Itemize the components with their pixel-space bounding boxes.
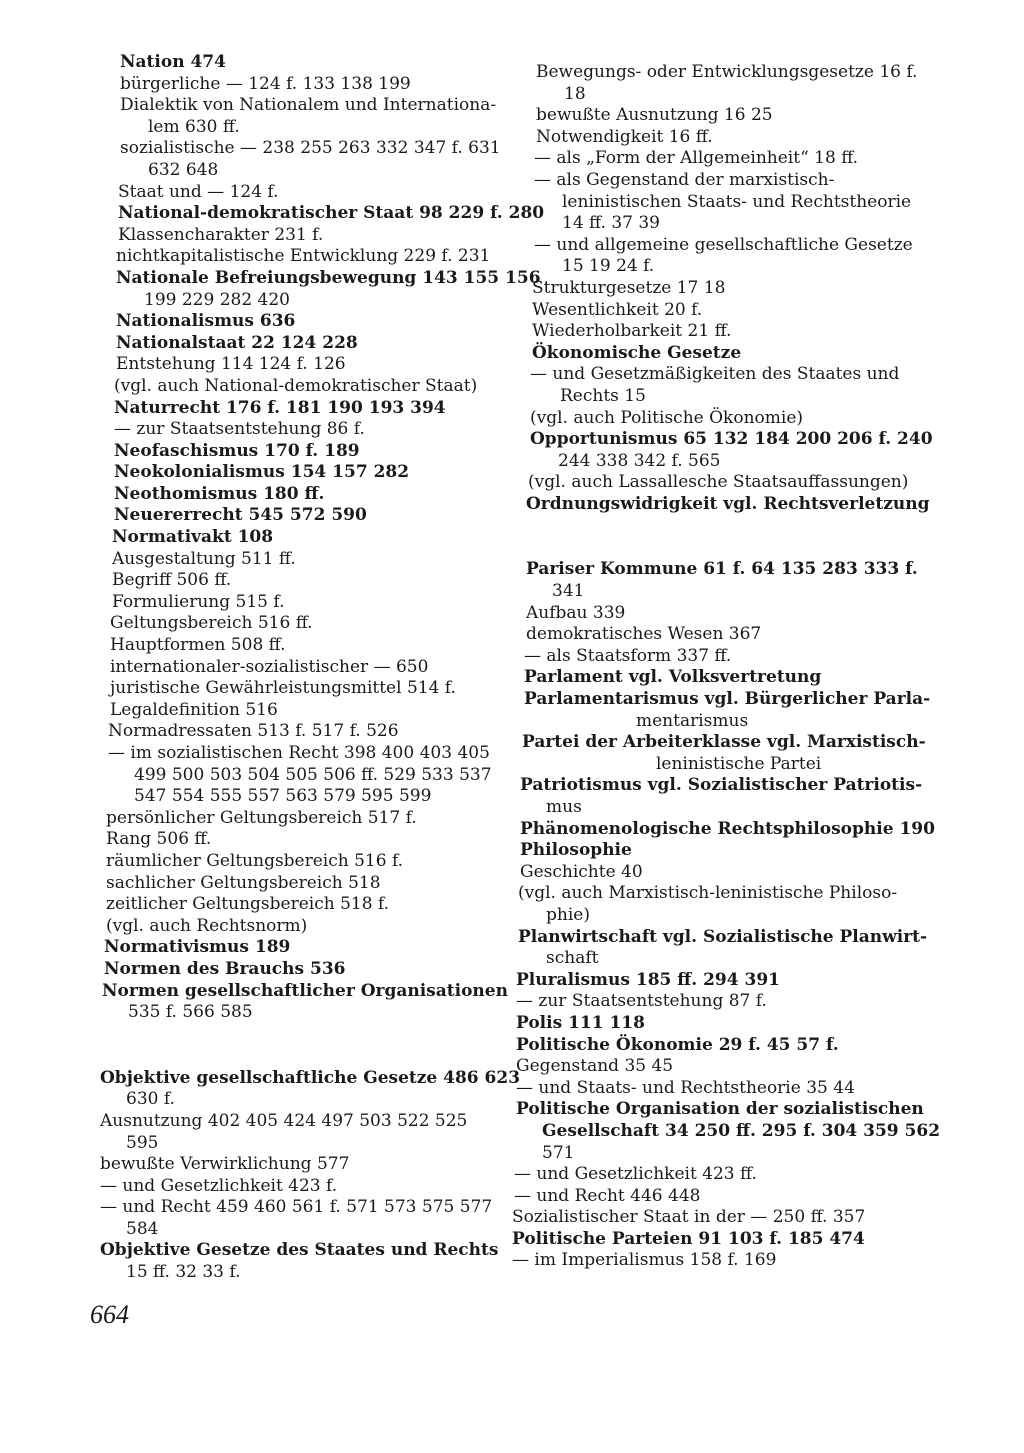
index-subentry: 571 bbox=[542, 1142, 575, 1163]
index-subentry: Sozialistischer Staat in der — 250 ff. 357 bbox=[512, 1207, 866, 1228]
index-subentry: Wesentlichkeit 20 f. bbox=[532, 299, 703, 320]
index-subentry: Legaldefinition 516 bbox=[110, 699, 278, 720]
index-subentry: (vgl. auch Politische Ökonomie) bbox=[530, 407, 804, 428]
index-heading: Neokolonialismus 154 157 282 bbox=[114, 462, 410, 483]
index-subentry: Gegenstand 35 45 bbox=[516, 1056, 674, 1077]
index-heading: Pariser Kommune 61 f. 64 135 283 333 f. bbox=[526, 559, 918, 580]
index-subentry: 547 554 555 557 563 579 595 599 bbox=[134, 786, 432, 807]
index-heading: Planwirtschaft vgl. Sozialistische Planwirt- bbox=[518, 926, 928, 947]
index-subentry: zeitlicher Geltungsbereich 518 f. bbox=[106, 894, 390, 915]
index-subentry: 199 229 282 420 bbox=[144, 289, 291, 310]
section-gap bbox=[508, 515, 908, 559]
index-subentry: demokratisches Wesen 367 bbox=[526, 624, 762, 645]
index-subentry: Geltungsbereich 516 ff. bbox=[110, 613, 313, 634]
index-heading: Neothomismus 180 ff. bbox=[114, 483, 325, 504]
index-subentry: Ausgestaltung 511 ff. bbox=[112, 548, 296, 569]
index-subentry: — und Gesetzlichkeit 423 ff. bbox=[514, 1164, 757, 1185]
index-subentry: räumlicher Geltungsbereich 516 f. bbox=[106, 850, 404, 871]
index-heading: Normativismus 189 bbox=[104, 937, 291, 958]
index-heading: Nationalismus 636 bbox=[116, 311, 296, 332]
index-subentry: Aufbau 339 bbox=[526, 602, 626, 623]
index-subentry: Hauptformen 508 ff. bbox=[110, 635, 286, 656]
index-subentry: 499 500 503 504 505 506 ff. 529 533 537 bbox=[134, 764, 492, 785]
index-subentry: internationaler-sozialistischer — 650 bbox=[110, 656, 429, 677]
index-heading: Parlament vgl. Volksvertretung bbox=[524, 667, 822, 688]
index-heading: Parlamentarismus vgl. Bürgerlicher Parla- bbox=[524, 689, 931, 710]
index-subentry: Geschichte 40 bbox=[520, 861, 643, 882]
index-heading: Neuererrecht 545 572 590 bbox=[114, 505, 367, 526]
index-subentry: (vgl. auch Rechtsnorm) bbox=[106, 915, 308, 936]
index-subentry: Staat und — 124 f. bbox=[118, 181, 279, 202]
index-subentry: — und Staats- und Rechtstheorie 35 44 bbox=[516, 1077, 855, 1098]
index-subentry: — und allgemeine gesellschaftliche Gesetze bbox=[534, 234, 913, 255]
index-subentry: — als Staatsform 337 ff. bbox=[524, 645, 732, 666]
index-heading: Naturrecht 176 f. 181 190 193 394 bbox=[114, 397, 446, 418]
index-subentry: Wiederholbarkeit 21 ff. bbox=[532, 321, 732, 342]
index-subentry: — zur Staatsentstehung 86 f. bbox=[114, 419, 365, 440]
index-heading: Politische Organisation der sozialistischen bbox=[516, 1099, 924, 1120]
index-subentry: 535 f. 566 585 bbox=[128, 1002, 253, 1023]
index-subentry: 15 ff. 32 33 f. bbox=[126, 1262, 241, 1283]
index-heading: Phänomenologische Rechtsphilosophie 190 bbox=[520, 818, 935, 839]
index-subentry: nichtkapitalistische Entwicklung 229 f. 231 bbox=[116, 246, 491, 267]
index-subentry: (vgl. auch National-demokratischer Staat) bbox=[114, 375, 478, 396]
index-heading: Partei der Arbeiterklasse vgl. Marxistisch- bbox=[522, 732, 926, 753]
index-subentry: 630 f. bbox=[126, 1089, 175, 1110]
index-heading: Objektive Gesetze des Staates und Rechts bbox=[100, 1240, 499, 1261]
index-subentry: Rechts 15 bbox=[560, 385, 646, 406]
index-subentry: Begriff 506 ff. bbox=[112, 570, 232, 591]
index-subentry: — als Gegenstand der marxistisch- bbox=[534, 169, 835, 190]
index-subentry: (vgl. auch Marxistisch-leninistische Philoso- bbox=[518, 883, 898, 904]
index-subentry: Formulierung 515 f. bbox=[112, 591, 285, 612]
index-subentry: persönlicher Geltungsbereich 517 f. bbox=[106, 807, 417, 828]
index-heading: Normen gesellschaftlicher Organisationen bbox=[102, 980, 508, 1001]
index-heading: Patriotismus vgl. Sozialistischer Patriotis- bbox=[520, 775, 923, 796]
index-subentry: juristische Gewährleistungsmittel 514 f. bbox=[110, 678, 456, 699]
index-heading: Polis 111 118 bbox=[516, 1012, 645, 1033]
index-subentry: lem 630 ff. bbox=[148, 116, 240, 137]
section-gap bbox=[92, 1024, 504, 1068]
index-heading: Normativakt 108 bbox=[112, 527, 274, 548]
index-subentry: (vgl. auch Lassallesche Staatsauffassungen) bbox=[528, 472, 909, 493]
index-heading: Ökonomische Gesetze bbox=[532, 342, 742, 363]
index-subentry: Klassencharakter 231 f. bbox=[118, 224, 324, 245]
index-heading: Neofaschismus 170 f. 189 bbox=[114, 440, 360, 461]
index-subentry: bürgerliche — 124 f. 133 138 199 bbox=[120, 73, 411, 94]
index-subentry: schaft bbox=[546, 948, 599, 969]
index-subentry: — zur Staatsentstehung 87 f. bbox=[516, 991, 767, 1012]
index-subentry: Normadressaten 513 f. 517 f. 526 bbox=[108, 721, 399, 742]
index-subentry: 18 bbox=[564, 83, 586, 104]
index-subentry: 15 19 24 f. bbox=[562, 256, 655, 277]
index-heading: Politische Ökonomie 29 f. 45 57 f. bbox=[516, 1034, 839, 1055]
index-column-left bbox=[92, 52, 545, 1284]
index-subentry: Strukturgesetze 17 18 bbox=[532, 277, 726, 298]
index-subentry: Dialektik von Nationalem und Internationa- bbox=[120, 95, 497, 116]
index-heading: Objektive gesellschaftliche Gesetze 486 623 bbox=[100, 1067, 521, 1088]
index-subentry: — im Imperialismus 158 f. 169 bbox=[512, 1250, 777, 1271]
index-heading: Nationale Befreiungsbewegung 143 155 156 bbox=[116, 267, 541, 288]
index-heading: Ordnungswidrigkeit vgl. Rechtsverletzung bbox=[526, 493, 930, 514]
index-heading: Opportunismus 65 132 184 200 206 f. 240 bbox=[530, 429, 933, 450]
index-subentry: 632 648 bbox=[148, 159, 219, 180]
index-subentry: 244 338 342 f. 565 bbox=[558, 450, 721, 471]
index-heading: Normen des Brauchs 536 bbox=[104, 958, 346, 979]
index-subentry: leninistische Partei bbox=[656, 753, 822, 774]
index-heading: Philosophie bbox=[520, 840, 632, 861]
index-subentry: sozialistische — 238 255 263 332 347 f. 631 bbox=[120, 138, 501, 159]
index-subentry: 341 bbox=[552, 581, 585, 602]
page-number: 664 bbox=[90, 1300, 129, 1329]
index-subentry: — als „Form der Allgemeinheit“ 18 ff. bbox=[534, 148, 859, 169]
index-subentry: sachlicher Geltungsbereich 518 bbox=[106, 872, 381, 893]
index-subentry: phie) bbox=[546, 904, 590, 925]
index-subentry: Entstehung 114 124 f. 126 bbox=[116, 354, 346, 375]
index-subentry: bewußte Verwirklichung 577 bbox=[100, 1154, 350, 1175]
index-subentry: — und Gesetzmäßigkeiten des Staates und bbox=[530, 364, 900, 385]
index-subentry: — und Recht 446 448 bbox=[514, 1185, 701, 1206]
index-subentry: Notwendigkeit 16 ff. bbox=[536, 126, 713, 147]
index-subentry: leninistischen Staats- und Rechtstheorie bbox=[562, 191, 912, 212]
index-heading: Pluralismus 185 ff. 294 391 bbox=[516, 969, 780, 990]
index-subentry: Bewegungs- oder Entwicklungsgesetze 16 f. bbox=[536, 62, 918, 82]
index-heading: Nationalstaat 22 124 228 bbox=[116, 332, 358, 353]
index-heading: Gesellschaft 34 250 ff. 295 f. 304 359 562 bbox=[542, 1120, 941, 1141]
index-heading: Politische Parteien 91 103 f. 185 474 bbox=[512, 1228, 865, 1249]
index-subentry: 14 ff. 37 39 bbox=[562, 213, 660, 234]
index-subentry: Ausnutzung 402 405 424 497 503 522 525 bbox=[100, 1110, 468, 1131]
index-subentry: 595 bbox=[126, 1132, 159, 1153]
index-subentry: — und Recht 459 460 561 f. 571 573 575 577 bbox=[100, 1197, 493, 1218]
index-subentry: 584 bbox=[126, 1218, 159, 1239]
index-subentry: — im sozialistischen Recht 398 400 403 405 bbox=[108, 743, 490, 763]
index-subentry: bewußte Ausnutzung 16 25 bbox=[536, 105, 773, 126]
index-heading: Nation 474 bbox=[120, 52, 226, 72]
index-subentry: Rang 506 ff. bbox=[106, 829, 212, 850]
index-subentry: — und Gesetzlichkeit 423 f. bbox=[100, 1175, 338, 1196]
index-subentry: mentarismus bbox=[636, 710, 749, 731]
index-subentry: mus bbox=[546, 797, 582, 817]
index-heading: National-demokratischer Staat 98 229 f. 280 bbox=[118, 203, 545, 224]
index-column-right bbox=[508, 62, 941, 1272]
